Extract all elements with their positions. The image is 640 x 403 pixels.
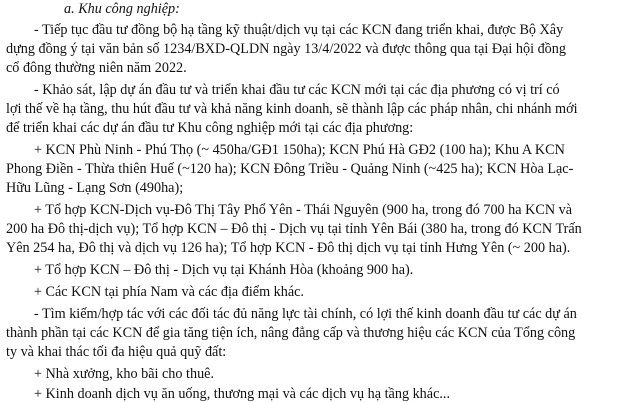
paragraph-2-line-1: - Khảo sát, lập dự án đầu tư và triển khai đầu tư các KCN mới tại các địa phương có vị trí có bbox=[34, 82, 560, 98]
paragraph-8-line-1: + Nhà xưởng, kho bãi cho thuê. bbox=[34, 366, 215, 382]
paragraph-6-line-1: + Các KCN tại phía Nam và các địa điểm khác. bbox=[34, 284, 304, 300]
paragraph-4-line-1: + Tổ hợp KCN-Dịch vụ-Đô Thị Tây Phổ Yên - Thái Nguyên (900 ha, trong đó 700 ha KCN và bbox=[34, 202, 573, 218]
paragraph-5-line-1: + Tổ hợp KCN – Đô thị - Dịch vụ tại Khánh Hòa (khoảng 900 ha). bbox=[34, 262, 414, 278]
section-heading: a. Khu công nghiệp: bbox=[64, 1, 180, 17]
paragraph-2-line-3: để triển khai các dự án đầu tư Khu công nghiệp mới tại các địa phương: bbox=[6, 120, 414, 136]
paragraph-1-line-1: - Tiếp tục đầu tư đồng bộ hạ tầng kỹ thuật/dịch vụ tại các KCN đang triển khai, được Bộ Xây bbox=[34, 22, 564, 38]
paragraph-7-line-2: thành phần tại các KCN để gia tăng tiện ích, nâng đẳng cấp và thương hiệu các KCN của Tổng công bbox=[6, 325, 576, 341]
paragraph-1-line-3: cổ đông thường niên năm 2022. bbox=[6, 60, 187, 76]
paragraph-7-line-1: - Tìm kiếm/hợp tác với các đối tác đủ năng lực tài chính, có lợi thế kinh doanh đầu tư các dự án bbox=[34, 306, 577, 322]
paragraph-3-line-3: Hữu Lũng - Lạng Sơn (490ha); bbox=[6, 180, 184, 196]
paragraph-3-line-2: Phong Điền - Thừa thiên Huế (~120 ha); KCN Đông Triều - Quảng Ninh (~425 ha); KCN Hòa Lạc- bbox=[6, 161, 574, 177]
paragraph-7-line-3: ty và khai thác tối đa hiệu quả quỹ đất: bbox=[6, 344, 227, 360]
paragraph-2-line-2: lợi thế về hạ tầng, thu hút đầu tư và khả năng kinh doanh, sẽ thành lập các pháp nhân, chi nhánh mới bbox=[6, 101, 578, 117]
paragraph-1-line-2: dựng đồng ý tại văn bản số 1234/BXD-QLDN ngày 13/4/2022 và được thông qua tại Đại hội đồng bbox=[6, 41, 566, 57]
paragraph-4-line-3: Yên 254 ha, Đô thị và dịch vụ 126 ha); Tổ hợp KCN - Đô thị dịch vụ tại tỉnh Hưng Yên (~ 200 ha). bbox=[6, 240, 571, 256]
paragraph-9-line-1: + Kinh doanh dịch vụ ăn uống, thương mại và các dịch vụ hạ tầng khác... bbox=[34, 386, 451, 402]
paragraph-4-line-2: 200 ha Đô thị-dịch vụ); Tổ hợp KCN – Đô thị - Dịch vụ tại tỉnh Yên Bái (380 ha, trong đó KCN Trấn bbox=[6, 221, 582, 237]
paragraph-3-line-1: + KCN Phù Ninh - Phú Thọ (~ 450ha/GĐ1 150ha); KCN Phú Hà GĐ2 (100 ha); Khu A KCN bbox=[34, 142, 565, 158]
